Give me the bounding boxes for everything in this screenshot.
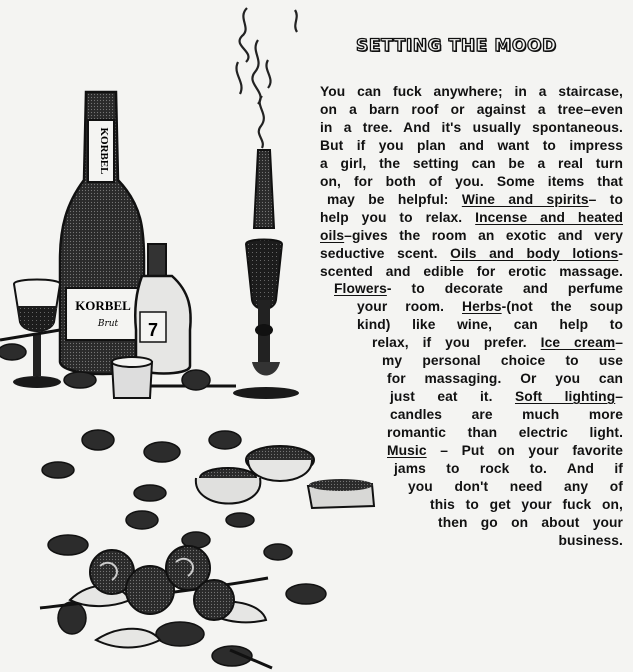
- text-line: [387, 424, 623, 442]
- text-segment: your room.: [357, 299, 463, 315]
- text-line: [320, 173, 623, 191]
- text-segment: this to get your fuck on,: [430, 496, 623, 512]
- underlined-item: oils: [320, 227, 345, 243]
- text-segment: But if you plan and want to impress: [320, 137, 623, 153]
- text-line: [394, 460, 623, 478]
- text-segment: just eat it.: [390, 389, 515, 405]
- text-segment: a girl, the setting can be a real turn: [320, 155, 623, 171]
- underlined-item: Wine and spirits: [461, 191, 589, 207]
- text-line: [524, 532, 623, 550]
- text-line: [357, 298, 623, 316]
- underlined-item: Music: [387, 443, 427, 458]
- text-line: [357, 316, 623, 334]
- text-segment: –gives the room an exotic and very: [344, 227, 623, 243]
- text-segment: You can fuck anywhere; in a staircase,: [320, 84, 623, 99]
- text-line: [408, 478, 623, 496]
- candle-cup: [112, 357, 152, 398]
- text-line: [320, 101, 623, 119]
- text-line: [327, 191, 623, 209]
- text-line: [430, 496, 623, 514]
- text-line: [320, 83, 623, 101]
- text-segment: - to decorate and perfume: [386, 281, 623, 297]
- text-segment: may be helpful:: [327, 191, 462, 207]
- text-segment: -(not the soup: [501, 299, 623, 315]
- underlined-item: Ice cream: [540, 335, 616, 351]
- text-line: [320, 137, 623, 155]
- text-segment: in a tree. And it's usually spontaneous.: [320, 119, 623, 135]
- text-line: [320, 119, 623, 137]
- underlined-item: Oils and body lotions: [450, 245, 619, 261]
- text-segment: candles are much more: [390, 407, 623, 423]
- text-line: [320, 227, 623, 245]
- liquor-label: 7: [147, 320, 159, 340]
- text-segment: -: [618, 245, 624, 261]
- underlined-item: Soft lighting: [514, 389, 616, 405]
- text-line: [387, 442, 623, 460]
- smoke: [236, 8, 297, 148]
- underlined-item: Flowers: [334, 281, 387, 297]
- text-line: [372, 334, 623, 352]
- text-segment: on, for both of you. Some items that: [320, 173, 623, 189]
- text-segment: on a barn roof or against a tree–even: [320, 101, 623, 117]
- bottle-label: KORBEL: [75, 298, 131, 313]
- text-line: [382, 352, 623, 370]
- text-segment: seductive scent.: [320, 245, 451, 261]
- text-segment: you don't need any of: [408, 478, 623, 494]
- text-segment: my personal choice to use: [382, 353, 623, 369]
- bottle-sub-label: Brut: [97, 319, 119, 329]
- text-line: [334, 280, 623, 298]
- text-segment: –: [615, 335, 623, 351]
- table-edge: [0, 330, 60, 340]
- page-title: SETTING THE MOOD: [356, 36, 557, 56]
- incense-burner: [233, 150, 299, 399]
- text-segment: business.: [558, 532, 623, 548]
- text-line: [387, 370, 623, 388]
- text-line: [320, 263, 623, 281]
- text-segment: relax, if you prefer.: [372, 335, 541, 351]
- text-segment: – to: [588, 191, 623, 207]
- text-line: [390, 388, 623, 406]
- text-line: [320, 209, 623, 227]
- text-segment: scented and edible for erotic massage.: [320, 263, 623, 279]
- text-segment: for massaging. Or you can: [387, 371, 623, 387]
- underlined-item: Herbs: [462, 299, 502, 315]
- text-segment: help you to relax.: [320, 209, 476, 225]
- bowls: [196, 446, 374, 508]
- underlined-item: Incense and heated: [475, 209, 623, 225]
- text-segment: then go on about your: [438, 514, 623, 530]
- text-segment: romantic than electric light.: [387, 425, 623, 441]
- text-segment: kind) like wine, can help to: [357, 317, 623, 333]
- text-segment: –: [615, 389, 624, 405]
- champagne-bottle: [60, 92, 144, 374]
- text-line: [390, 406, 623, 424]
- text-line: [438, 514, 623, 532]
- text-segment: jams to rock to. And if: [394, 460, 623, 476]
- text-line: [320, 155, 623, 173]
- text-segment: – Put on your favorite: [426, 443, 623, 458]
- text-line: [320, 245, 623, 263]
- bottle-neck-label: KORBEL: [98, 127, 110, 175]
